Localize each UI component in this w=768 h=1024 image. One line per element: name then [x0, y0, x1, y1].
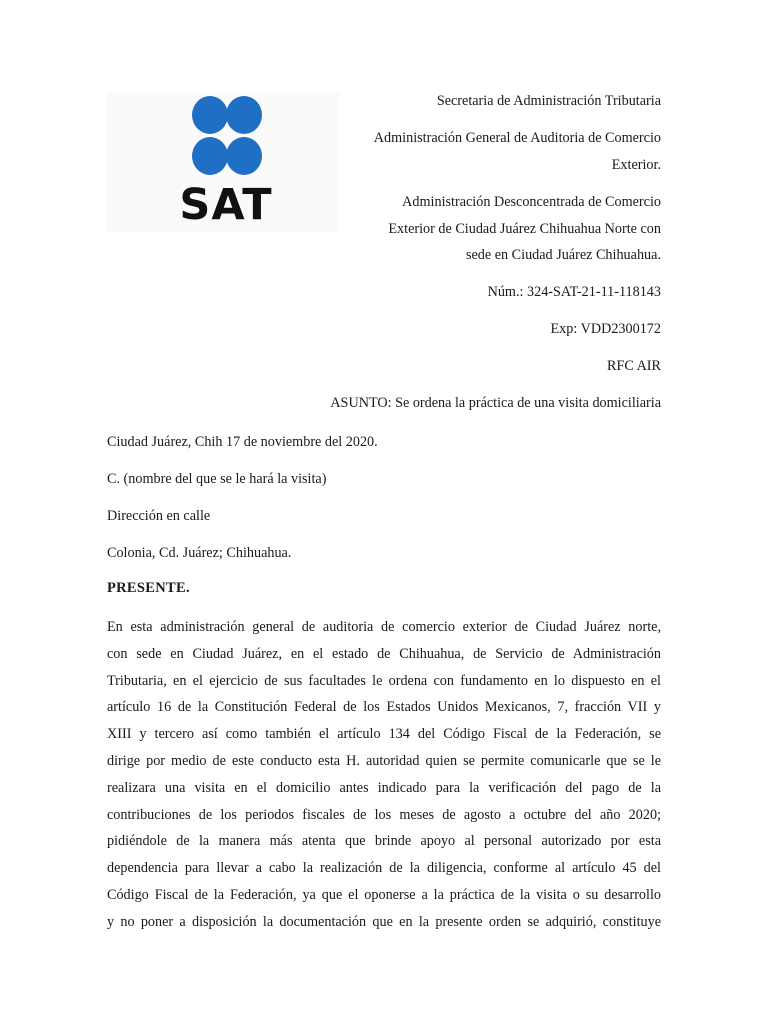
sat-logo	[107, 92, 339, 232]
body-line: XIII y tercero así como también el artículo 134 del Código Fiscal de la Federación, se	[107, 726, 661, 743]
body-line: realizara una visita en el domicilio antes indicado para la verificación del pago de la	[107, 779, 661, 796]
header-general-admin-line1: Administración General de Auditoria de Comercio	[373, 130, 661, 146]
body-line: con sede en Ciudad Juárez, en el estado de Chihuahua, de Servicio de Administración	[107, 645, 661, 662]
addressee-colonia: Colonia, Cd. Juárez; Chihuahua.	[107, 545, 292, 561]
body-line: Tributaria, en el ejercicio de sus facultades le ordena con fundamento en lo dispuesto en el	[107, 672, 661, 689]
body-line: contribuciones de los periodos fiscales de los meses de agosto a octubre del año 2020;	[107, 806, 661, 823]
header-deconcentrated-line3: sede en Ciudad Juárez Chihuahua.	[465, 247, 661, 263]
rfc: RFC AIR	[606, 358, 661, 374]
salutation: PRESENTE.	[107, 580, 190, 596]
sat-logo-text: SAT	[179, 180, 273, 230]
body-line: dirige por medio de este conducto esta H. autoridad quien se permite comunicarle que se le	[107, 752, 661, 769]
body-line: pidiéndole de la manera más atenta que brinde apoyo al personal autorizado por esta	[107, 833, 661, 850]
header-deconcentrated-admin	[388, 189, 661, 269]
header-general-admin	[374, 125, 661, 178]
date-line: Ciudad Juárez, Chih 17 de noviembre del 2020.	[107, 434, 378, 450]
header-general-admin-line2: Exterior.	[611, 156, 661, 173]
file-number: Exp: VDD2300172	[550, 321, 661, 337]
subject: ASUNTO: Se ordena la práctica de una visita domiciliaria	[330, 395, 661, 411]
body-paragraph	[107, 614, 661, 936]
addressee-street: Dirección en calle	[107, 508, 211, 524]
body-line: artículo 16 de la Constitución Federal de los Estados Unidos Mexicanos, 7, fracción VII y	[107, 699, 661, 716]
document-number: Núm.: 324-SAT-21-11-118143	[487, 284, 661, 300]
body-line: En esta administración general de auditoria de comercio exterior de Ciudad Juárez norte,	[107, 619, 661, 635]
header-deconcentrated-line2: Exterior de Ciudad Juárez Chihuahua Norte con	[388, 220, 661, 237]
body-line: dependencia para llevar a cabo la realización de la diligencia, conforme al artículo 45 del	[107, 860, 661, 877]
body-line: Código Fiscal de la Federación, ya que el oponerse a la práctica de la visita o su desarrollo	[107, 886, 661, 903]
body-line: y no poner a disposición la documentación que en la presente orden se adquirió, constituye	[107, 913, 661, 930]
addressee-name: C. (nombre del que se le hará la visita)	[107, 471, 327, 487]
header-agency: Secretaria de Administración Tributaria	[436, 93, 661, 109]
header-deconcentrated-line1: Administración Desconcentrada de Comercio	[402, 194, 661, 210]
